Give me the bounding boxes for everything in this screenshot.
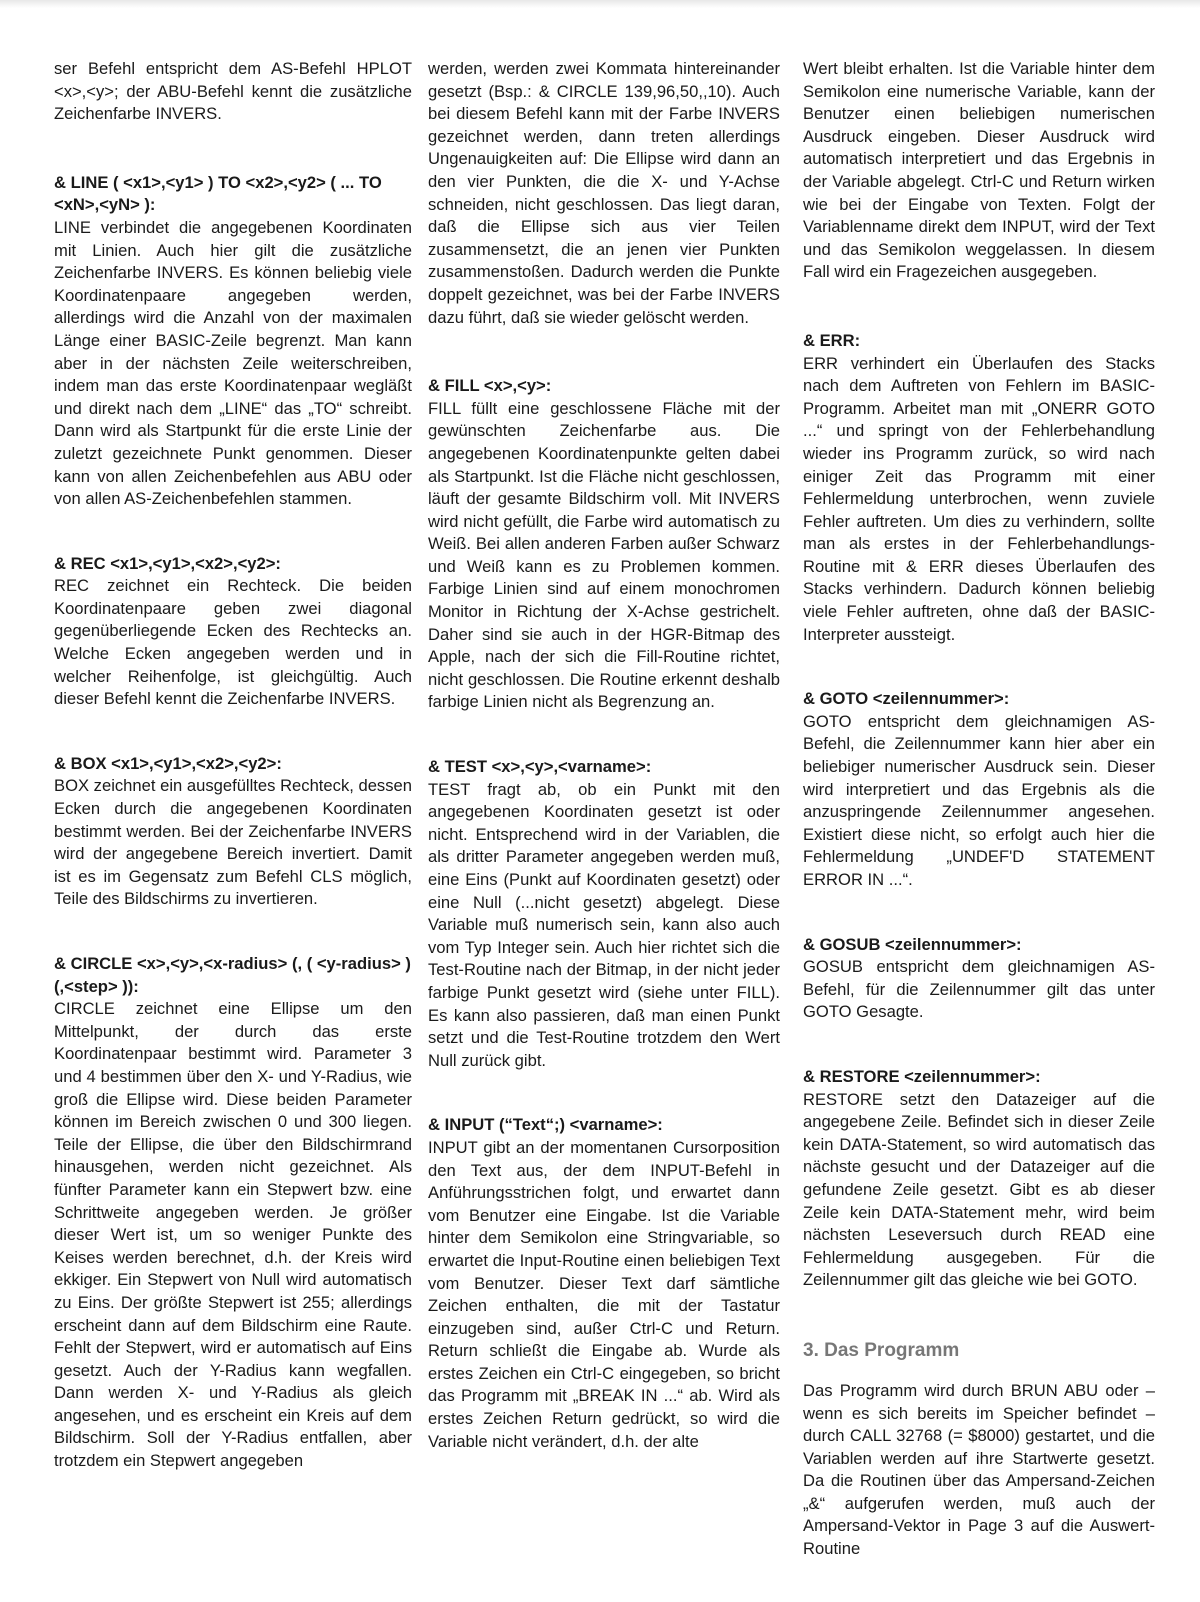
- fill-section: [428, 375, 780, 714]
- test-heading: & TEST <x>,<y>,<varname>:: [428, 757, 652, 777]
- input-body: INPUT gibt an der momentanen Cursorposition den Text aus, der dem INPUT-Befehl in Anführungsstrichen folgt, und erwartet dann vom Benutzer eine Eingabe. Ist die Variable hinter dem Semikolon eine Stringvariable, so erwartet die Input-Routine einen beliebigen Text vom Benutzer. Dieser Text darf sämtliche Zeichen enthalten, die mit der Tastatur einzugeben sind, außer Ctrl-C und Return. Return schließt die Eingabe ab. Wurde als erstes Zeichen ein Ctrl-C eingegeben, so bricht das Programm mit „BREAK IN ...“ ab. Wird als erstes Zeichen Return gedrückt, so wird die Variable nicht verändert, d.h. der alte: [428, 1137, 780, 1451]
- gosub-body: GOSUB entspricht dem gleichnamigen AS-Befehl, für die Zeilennummer gilt das unter GOTO Gesagte.: [803, 957, 1155, 1022]
- gosub-section: [803, 934, 1155, 1024]
- gosub-heading: & GOSUB <zeilennummer>:: [803, 934, 1022, 954]
- circle-continued-text: werden, werden zwei Kommata hintereinander gesetzt (Bsp.: & CIRCLE 139,96,50,,10). Auch bei diesem Befehl kann mit der Farbe INVERS gezeichnet werden, dann treten allerdings Ungenauigkeiten auf: Die Ellipse wird dann an den vier Punkten, die die X- und Y-Achse schneiden, nicht geschlossen. Das liegt daran, daß die Ellipse sich aus vier Teilen zusammensetzt, die an jenen vier Punkten zusammenstoßen. Dadurch werden die Punkte doppelt gezeichnet, was bei der Farbe INVERS dazu führt, daß sie wieder gelöscht werden.: [428, 59, 780, 327]
- column-3: [803, 58, 1155, 1561]
- restore-heading: & RESTORE <zeilennummer>:: [803, 1066, 1041, 1086]
- rec-body: REC zeichnet ein Rechteck. Die beiden Koordinatenpaare geben zwei diagonal gegenüberliegende Ecken des Rechtecks an. Welche Ecken angegeben werden und in welcher Reihenfolge, ist gleichgültig. Auch dieser Befehl kennt die Zeichenfarbe INVERS.: [54, 576, 412, 709]
- test-body: TEST fragt ab, ob ein Punkt mit den angegebenen Koordinaten gesetzt ist oder nicht. Entsprechend wird in der Variablen, die als dritter Parameter angegeben werden muß, eine Eins (Punkt auf Koordinaten gesetzt) oder eine Null (...nicht gesetzt) abgelegt. Diese Variable muß numerisch sein, kann also auch vom Typ Integer sein. Auch hier richtet sich die Test-Routine nach der Bitmap, in der nicht jeder farbige Punkt gesetzt wird (siehe unter FILL). Es kann also passieren, daß man einen Punkt setzt und die Test-Routine trotzdem den Wert Null zurück gibt.: [428, 779, 780, 1070]
- input-continued-section: [803, 58, 1155, 284]
- goto-section: [803, 688, 1155, 891]
- page-top-edge: [0, 0, 1200, 8]
- box-body: BOX zeichnet ein ausgefülltes Rechteck, dessen Ecken durch die angegebenen Koordinaten bestimmt werden. Bei der Zeichenfarbe INVERS wird der angegebene Bereich invertiert. Damit ist es im Gegensatz zum Befehl CLS möglich, Teile des Bildschirms zu invertieren.: [54, 776, 412, 909]
- err-section: [803, 330, 1155, 646]
- line-heading: & LINE ( <x1>,<y1> ) TO <x2>,<y2> ( ... TO <xN>,<yN> ):: [54, 172, 382, 215]
- column-2: [428, 58, 780, 1453]
- fill-body: FILL füllt eine geschlossene Fläche mit der gewünschten Zeichenfarbe aus. Die angegebenen Koordinatenpunkte gelten dabei als Startpunkt. Ist die Fläche nicht geschlossen, läuft der gesamte Bildschirm voll. Mit INVERS wird nicht gefüllt, die Farbe wird automatisch zu Weiß. Bei allen anderen Farben außer Schwarz und Weiß kann es zu Problemen kommen. Farbige Linien sind auf einem monochromen Monitor in Richtung der X-Achse gestrichelt. Daher sind sie auch in der HGR-Bitmap des Apple, nach der sich die Fill-Routine richtet, nicht geschlossen. Die Routine erkennt deshalb farbige Linien nicht als Begrenzung an.: [428, 398, 780, 712]
- intro-section: [54, 58, 412, 126]
- goto-body: GOTO entspricht dem gleichnamigen AS-Befehl, die Zeilennummer kann hier aber ein beliebiger numerischer Ausdruck sein. Dieser wird interpretiert und das Ergebnis als die anzuspringende Zeilennummer angesehen. Existiert diese nicht, so erfolgt auch hier die Fehlermeldung „UNDEF'D STATEMENT ERROR IN ...“.: [803, 711, 1155, 889]
- circle-continued-section: [428, 58, 780, 329]
- box-heading: & BOX <x1>,<y1>,<x2>,<y2>:: [54, 753, 282, 773]
- box-section: [54, 753, 412, 911]
- rec-section: [54, 553, 412, 711]
- chapter-heading: 3. Das Programm: [803, 1339, 960, 1361]
- rec-heading: & REC <x1>,<y1>,<x2>,<y2>:: [54, 553, 281, 573]
- circle-body: CIRCLE zeichnet eine Ellipse um den Mittelpunkt, der durch das erste Koordinatenpaar bestimmt wird. Parameter 3 und 4 bestimmen über den X- und Y-Radius, wie groß die Ellipse wird. Diese beiden Parameter können im Bereich zwischen 0 und 300 liegen. Teile der Ellipse, die über den Bildschirmrand hinausgehen, werden nicht gezeichnet. Als fünfter Parameter kann ein Stepwert bzw. eine Schrittweite angegeben werden. Je größer dieser Wert ist, um so weniger Punkte des Keises werden berechnet, d.h. der Kreis wird ekkiger. Ein Stepwert von Null wird automatisch zu Eins. Der größte Stepwert ist 255; allerdings erscheint dann auf dem Bildschirm eine Raute. Fehlt der Stepwert, wird er automatisch auf Eins gesetzt. Auch der Y-Radius kann wegfallen. Dann werden X- und Y-Radius als gleich angesehen, und es erscheint ein Kreis auf dem Bildschirm. Soll der Y-Radius entfallen, aber trotzdem ein Stepwert angegeben: [54, 999, 412, 1471]
- test-section: [428, 756, 780, 1072]
- goto-heading: & GOTO <zeilennummer>:: [803, 689, 1010, 709]
- input-continued-text: Wert bleibt erhalten. Ist die Variable hinter dem Semikolon eine numerische Variable, kann der Benutzer einen beliebigen numerischen Ausdruck eingeben. Dieser Ausdruck wird automatisch interpretiert und das Ergebnis in der Variable abgelegt. Ctrl-C und Return wirken wie bei der Eingabe von Texten. Folgt der Variablenname direkt dem INPUT, wird der Text und das Semikolon weggelassen. In diesem Fall wird ein Fragezeichen ausgegeben.: [803, 59, 1155, 282]
- err-body: ERR verhindert ein Überlaufen des Stacks nach dem Auftreten von Fehlern im BASIC-Programm. Arbeitet man mit „ONERR GOTO ...“ und springt von der Fehlerbehandlung wieder ins Programm zurück, so wird nach einiger Zeit das Programm mit einer Fehlermeldung unterbrochen, wenn zuviele Fehler auftreten. Um dies zu verhindern, sollte man als erstes in der Fehlerbehandlungs-Routine mit & ERR dieses Überlaufen des Stacks verhindern. Dadurch können beliebig viele Fehler auftreten, ohne daß der BASIC-Interpreter aussteigt.: [803, 353, 1155, 644]
- circle-section: [54, 953, 412, 1473]
- intro-text: ser Befehl entspricht dem AS-Befehl HPLOT <x>,<y>; der ABU-Befehl kennt die zusätzliche Zeichenfarbe INVERS.: [54, 59, 412, 124]
- circle-heading: & CIRCLE <x>,<y>,<x-radius> (, ( <y-radius> ) (,<step> )):: [54, 954, 411, 996]
- restore-body: RESTORE setzt den Datazeiger auf die angegebene Zeile. Befindet sich in dieser Zeile kein DATA-Statement, so wird automatisch das nächste gesucht und der Datazeiger auf die gefundene Zeile gesetzt. Gibt es ab dieser Zeile kein DATA-Statement mehr, wird beim nächsten Leseversuch durch READ eine Fehlermeldung ausgegeben. Für die Zeilennummer gilt das gleiche wie bei GOTO.: [803, 1089, 1155, 1290]
- input-heading: & INPUT (“Text“;) <varname>:: [428, 1115, 663, 1135]
- restore-section: [803, 1066, 1155, 1292]
- fill-heading: & FILL <x>,<y>:: [428, 376, 552, 396]
- chapter-section: [803, 1338, 1155, 1561]
- chapter-body: Das Programm wird durch BRUN ABU oder – wenn es sich bereits im Speicher befindet – durch CALL 32768 (= $8000) gestartet, und die Variablen werden auf ihre Startwerte gesetzt. Da die Routinen über das Ampersand-Zeichen „&“ aufgerufen werden, muß auch der Ampersand-Vektor in Page 3 auf die Auswert-Routine: [803, 1380, 1155, 1559]
- line-body: LINE verbindet die angegebenen Koordinaten mit Linien. Auch hier gilt die zusätzliche Zeichenfarbe INVERS. Es können beliebig viele Koordinatenpaare angegeben werden, allerdings wird die Anzahl von der maximalen Länge einer BASIC-Zeile begrenzt. Man kann aber in der nächsten Zeile weiterschreiben, indem man das erste Koordinatenpaar wegläßt und direkt nach dem „LINE“ das „TO“ schreibt. Dann wird als Startpunkt für die erste Linie der zuletzt gezeichnete Punkt genommen. Dieser kann von allen Zeichenbefehlen aus ABU oder von allen AS-Zeichenbefehlen stammen.: [54, 217, 412, 509]
- err-heading: & ERR:: [803, 330, 861, 350]
- column-1: [54, 58, 412, 1473]
- line-section: [54, 172, 412, 511]
- input-section: [428, 1114, 780, 1453]
